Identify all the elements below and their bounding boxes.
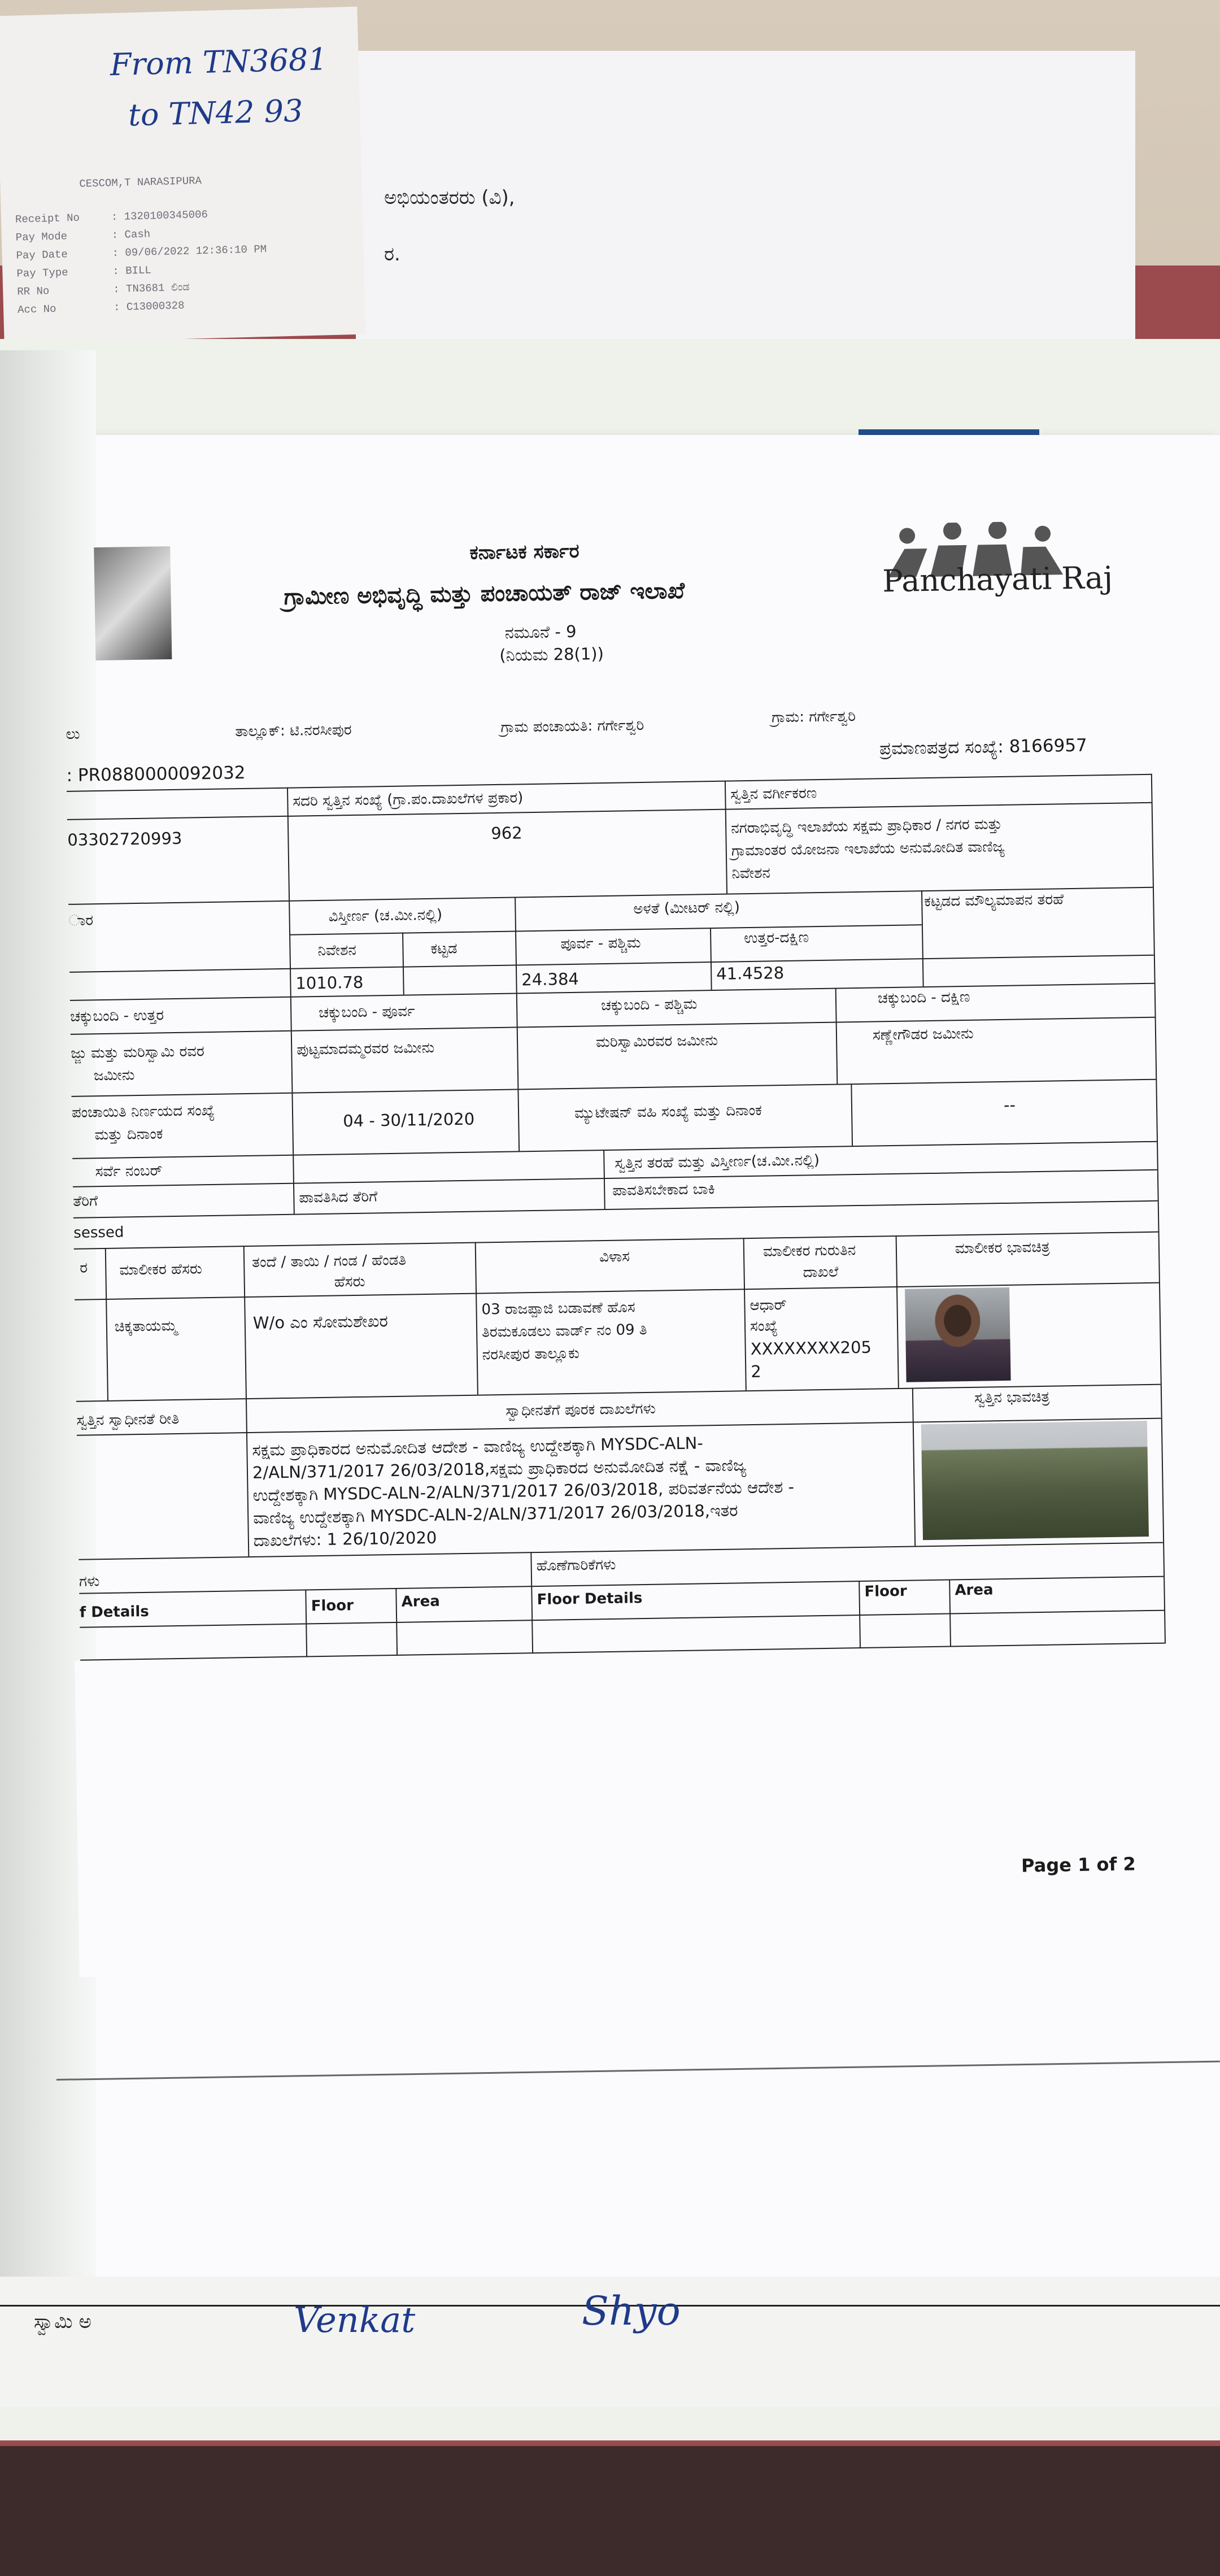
ownership-docs-line2: 2/ALN/371/2017 26/03/2018,ಸಕ್ಷಮ ಪ್ರಾಧಿಕಾರದ ಅನುಮೋದಿತ ನಕ್ಷೆ - ವಾಣಿಜ್ಯ [252,1455,747,1482]
mutation-value: -- [1003,1095,1016,1115]
receipt-row-label: Pay Date [16,248,68,262]
boundary-west-value: ಮರಿಸ್ವಾಮಿರವರ ಜಮೀನು [595,1032,718,1051]
lower-sheet-text: ಸ್ವಾಮಿ ಅ [34,2310,91,2333]
receipt-row-label: RR No [17,285,50,298]
dimension-header: ಅಳತೆ (ಮೀಟರ್ ನಲ್ಲಿ) [633,899,740,918]
site-col: ನಿವೇಶನ [317,941,357,959]
sadari-header: ಸದರಿ ಸ್ವತ್ತಿನ ಸಂಖ್ಯೆ (ಗ್ರಾ.ಪಂ.ದಾಖಲೆಗಳ ಪ್ರಕಾರ) [293,789,524,810]
ownership-docs-line4: ವಾಣಿಜ್ಯ ಉದ್ದೇಶಕ್ಕಾಗಿ MYSDC-ALN-2/ALN/371/2017 26/03/2018,ಇತರ [252,1500,738,1528]
boundary-south-value: ಸಣ್ಣೇಗೌಡರ ಜಮೀನು [872,1025,974,1044]
tax-due-label: ಪಾವತಿಸಬೇಕಾದ ಬಾಕಿ [612,1180,715,1199]
resolution-label-line2: ಮತ್ತು ದಿನಾಂಕ [94,1125,163,1144]
dept-title: ಗ್ರಾಮೀಣ ಅಭಿವೃದ್ಧಿ ಮತ್ತು ಪಂಚಾಯತ್ ರಾಜ್ ಇಲಾಖೆ [284,577,685,610]
handwriting-bottom-2: Shyo [582,2288,681,2334]
owner-id-line2: ಸಂಖ್ಯೆ [750,1317,778,1335]
boundary-south-header: ಚಕ್ಕುಬಂದಿ - ದಕ್ಷಿಣ [877,988,970,1007]
north-south-col: ಉತ್ತರ-ದಕ್ಷಿಣ [744,929,809,947]
owner-id-line1: ಆಧಾರ್ [750,1296,787,1315]
receipt-row-label: Acc No [17,302,56,316]
boundary-east-header: ಚಕ್ಕುಬಂದಿ - ಪೂರ್ವ [319,1003,415,1021]
floor-header-1: Floor [311,1597,354,1615]
handwritten-note-line1: From TN3681 [110,41,328,83]
tax-paid-label: ಪಾವತಿಸಿದ ತೆರಿಗೆ [299,1188,378,1207]
owner-id-line4: 2 [751,1361,762,1382]
owner-name-header: ಮಾಲೀಕರ ಹೆಸರು [119,1260,203,1279]
receipt-row-label: Pay Mode [15,230,68,244]
relation-header-line2: ಹೆಸರು [334,1273,365,1291]
owner-relation: W/o ಎಂ ಸೋಮಶೇಖರ [252,1311,389,1333]
area-header-2: Area [955,1581,994,1599]
east-west-col: ಪೂರ್ವ - ಪಶ್ಚಿಮ [560,934,641,953]
boundary-east-value: ಪುಟ್ಟಮಾದಮ್ಮರವರ ಜಮೀನು [297,1039,435,1059]
liabilities-left-label: ಗಳು [79,1573,100,1590]
site-area-value: 1010.78 [295,972,364,993]
owner-photo [905,1287,1011,1382]
survey-number-label: ಸರ್ವೆ ನಂಬರ್ [95,1162,163,1181]
back-sheet-line2: ರ. [384,243,400,266]
owner-id-line3: XXXXXXXX205 [750,1337,872,1359]
receipt-row-value: : BILL [112,264,152,278]
gov-title: ಕರ್ನಾಟಕ ಸರ್ಕಾರ [469,539,580,564]
boundary-west-header: ಚಕ್ಕುಬಂದಿ - ಪಶ್ಚಿಮ [600,995,698,1015]
area-header-1: Area [401,1592,440,1611]
tax-label: ತೆರಿಗೆ [73,1193,98,1210]
classification-line1: ನಗರಾಭಿವೃದ್ಧಿ ಇಲಾಖೆಯ ಸಕ್ಷಮ ಪ್ರಾಧಿಕಾರ / ನಗರ ಮತ್ತು [730,815,1003,837]
page-number: Page 1 of 2 [1021,1853,1136,1877]
owner-id-header-line2: ದಾಖಲೆ [803,1263,839,1281]
electricity-receipt [0,7,365,344]
liabilities-header: ಹೊಣೆಗಾರಿಕೆಗಳು [536,1556,616,1575]
ownership-docs-line1: ಸಕ್ಷಮ ಪ್ರಾಧಿಕಾರದ ಅನುಮೋದಿತ ಆದೇಶ - ವಾಣಿಜ್ಯ ಉದ್ದೇಶಕ್ಕಾಗಿ MYSDC-ALN- [252,1433,704,1460]
ownership-docs-line5: ದಾಖಲೆಗಳು: 1 26/10/2020 [253,1528,437,1550]
building-col: ಕಟ್ಟಡ [430,940,457,958]
boundary-north-header: ಚಕ್ಕುಬಂದಿ - ಉತ್ತರ [70,1007,164,1025]
east-west-value: 24.384 [521,969,580,990]
owner-address-line3: ನರಸೀಪುರ ತಾಲ್ಲೂಕು [482,1344,580,1364]
receipt-row-label: Pay Type [16,266,68,280]
taluk: ತಾಲ್ಲೂಕ್: ಟಿ.ನರಸೀಪುರ [235,721,352,741]
floor-details-right-header: Floor Details [537,1590,643,1609]
property-id: : PR0880000092032 [66,762,246,786]
property-photo-header: ಸ್ವತ್ತಿನ ಭಾವಚಿತ್ರ [974,1388,1050,1407]
receipt-row-value: : 1320100345006 [111,208,208,224]
resolution-label-line1: ಪಂಚಾಯಿತಿ ನಿರ್ಣಯದ ಸಂಖ್ಯೆ [71,1102,215,1121]
classification-line2: ಗ್ರಾಮಾಂತರ ಯೋಜನಾ ಇಲಾಖೆಯ ಅನುಮೋದಿತ ವಾಣಿಜ್ಯ [731,838,1005,860]
area-left-label: ಾರ [68,912,94,929]
village: ಗ್ರಾಮ: ಗರ್ಗೇಶ್ವರಿ [771,707,856,726]
mutation-label: ಮ್ಯುಟೇಷನ್ ವಹಿ ಸಂಖ್ಯೆ ಮತ್ತು ದಿನಾಂಕ [574,1102,762,1122]
property-type-label: ಸ್ವತ್ತಿನ ತರಹೆ ಮತ್ತು ವಿಸ್ತೀರ್ಣ(ಚ.ಮೀ.ನಲ್ಲಿ) [615,1152,820,1172]
gram-panchayat: ಗ್ರಾಮ ಪಂಚಾಯತಿ: ಗರ್ಗೇಶ್ವರಿ [500,716,644,736]
back-sheet [356,51,1135,345]
floor-details-left-header: f Details [79,1603,149,1621]
address-header: ವಿಳಾಸ [599,1248,630,1266]
handwritten-note-line2: to TN42 93 [128,93,304,133]
page-whitespace [75,1643,1209,1977]
form9-certificate [62,485,1215,1972]
receipt-row-value: : C13000328 [113,299,185,314]
ownership-docs-line3: ಉದ್ದೇಶಕ್ಕಾಗಿ MYSDC-ALN-2/ALN/371/2017 26/03/2018, ಪರಿವರ್ತನೆಯ ಆದೇಶ - [252,1477,795,1505]
resolution-value: 04 - 30/11/2020 [342,1109,475,1131]
owner-address-line1: 03 ರಾಜಪ್ಪಾಜಿ ಬಡಾವಣೆ ಹೊಸ [481,1299,635,1319]
boundary-north-line2: ಜಮೀನು [93,1067,135,1085]
handwriting-bottom-1: Venkat [294,2299,416,2340]
receipt-office: CESCOM,T NARASIPURA [79,175,202,190]
receipt-row-value: : TN3681 ಲಿಂಡ [112,281,190,296]
receipt-row-value: : 09/06/2022 12:36:10 PM [112,243,267,260]
property-photo [921,1421,1149,1540]
certificate-number: ಪ್ರಮಾಣಪತ್ರದ ಸಂಖ್ಯೆ: 8166957 [879,735,1088,759]
boundary-north-line1: ಜ್ಜು ಮತ್ತು ಮರಿಸ್ವಾಮಿ ರವರ [71,1043,204,1062]
table-edge [0,2446,1220,2576]
panchayati-raj-logo-text: Panchayati Raj [882,559,1113,599]
back-sheet-line1: ಅಭಿಯಂತರರು (ವಿ), [384,186,515,209]
owner-address-line2: ತಿರಮಕೂಡಲು ವಾರ್ಡ್ ನಂ 09 ತಿ [481,1321,647,1341]
assessed-label: sessed [73,1224,124,1242]
floor-header-2: Floor [864,1582,907,1600]
receipt-row-label: Receipt No [15,211,80,226]
sadari-value: 962 [491,823,522,843]
area-header: ವಿಸ್ತೀರ್ಣ (ಚ.ಮೀ.ನಲ್ಲಿ) [328,906,443,925]
ownership-docs-header: ಸ್ವಾಧೀನತೆಗೆ ಪೂರಕ ದಾಖಲೆಗಳು [506,1400,656,1420]
owner-id-header-line1: ಮಾಲೀಕರ ಗುರುತಿನ [762,1242,856,1260]
ownership-method-label: ಸ್ವತ್ತಿನ ಸ್ವಾಧೀನತೆ ರೀತಿ [76,1410,180,1429]
building-type-header: ಕಟ್ಟಡದ ಮೌಲ್ಯಮಾಪನ ತರಹೆ [924,891,1064,911]
classification-line3: ನಿವೇಶನ [731,864,771,882]
owner-index-header: ರ [80,1259,88,1277]
owner-name: ಚಿಕ್ಕತಾಯಮ್ಮ [114,1317,177,1335]
form-number: ನಮೂನೆ - 9 [504,621,577,642]
karnataka-emblem [94,546,172,660]
owner-photo-header: ಮಾಲೀಕರ ಭಾವಚಿತ್ರ [955,1238,1050,1257]
property-left-id: 03302720993 [67,828,182,850]
relation-header-line1: ತಂದೆ / ತಾಯಿ / ಗಂಡ / ಹೆಂಡತಿ [251,1251,407,1271]
district-label: ಲು [66,725,80,743]
classification-header: ಸ್ವತ್ತಿನ ವರ್ಗೀಕರಣ [730,785,817,803]
lower-sheet-strip [0,2277,1220,2407]
form-rule: (ನಿಯಮ 28(1)) [499,643,604,665]
north-south-value: 41.4528 [716,963,785,984]
receipt-row-value: : Cash [111,228,151,242]
